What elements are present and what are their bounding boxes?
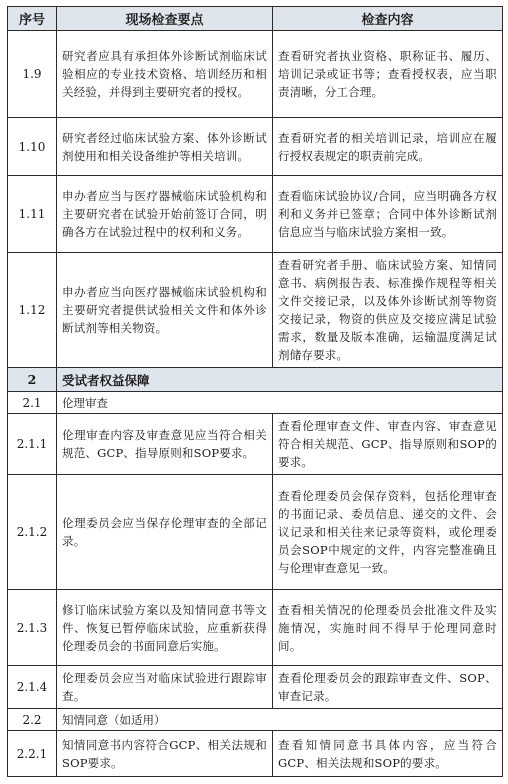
inspection-content-cell: 查看相关情况的伦理委员会批准文件及实施情况，实施时间不得早于伦理同意时间。 xyxy=(273,590,503,666)
inspection-point-cell: 研究者经过临床试验方案、体外诊断试剂使用和相关设备维护等相关培训。 xyxy=(57,118,273,176)
inspection-content-cell: 查看伦理委员会保存资料，包括伦理审查的书面记录、委员信息、递交的文件、会议记录和相关往来记录等资料，或伦理委员会SOP中规定的文件，内容完整准确且与伦理审查意见一致。 xyxy=(273,475,503,590)
inspection-point-cell: 伦理委员会应当保存伦理审查的全部记录。 xyxy=(57,475,273,590)
row-number: 2.1 xyxy=(8,392,57,414)
subsection-title: 伦理审查 xyxy=(57,392,503,414)
row-number: 2.1.3 xyxy=(8,590,57,666)
table-row xyxy=(8,666,503,709)
inspection-point-cell: 伦理委员会应当对临床试验进行跟踪审查。 xyxy=(57,666,273,709)
header-serial-number: 序号 xyxy=(8,7,57,31)
inspection-content-cell: 查看研究者手册、临床试验方案、知情同意书、病例报告表、标准操作规程等相关文件交接记录，以及体外诊断试剂等物资交接记录，物资的供应及交接应满足试验需求，数量及版本准确，运输温度满足试剂储存要求。 xyxy=(273,253,503,368)
row-number: 2 xyxy=(8,368,57,392)
row-number: 1.12 xyxy=(8,253,57,368)
inspection-point-cell: 申办者应当与医疗器械临床试验机构和主要研究者在试验开始前签订合同，明确各方在试验过程中的权利和义务。 xyxy=(57,176,273,253)
header-inspection-content: 检查内容 xyxy=(273,7,503,31)
inspection-point-cell: 知情同意书内容符合GCP、相关法规和SOP要求。 xyxy=(57,731,273,777)
table-row xyxy=(8,414,503,475)
inspection-content-cell: 查看知情同意书具体内容，应当符合GCP、相关法规和SOP的要求。 xyxy=(273,731,503,777)
inspection-point-cell: 研究者应具有承担体外诊断试剂临床试验相应的专业技术资格、培训经历和相关经验，并得到主要研究者的授权。 xyxy=(57,31,273,118)
inspection-point-cell: 修订临床试验方案以及知情同意书等文件、恢复已暂停临床试验，应重新获得伦理委员会的书面同意后实施。 xyxy=(57,590,273,666)
table-row xyxy=(8,118,503,176)
inspection-content-cell: 查看伦理委员会的跟踪审查文件、SOP、审查记录。 xyxy=(273,666,503,709)
row-number: 2.1.1 xyxy=(8,414,57,475)
header-inspection-point: 现场检查要点 xyxy=(57,7,273,31)
row-number: 1.9 xyxy=(8,31,57,118)
row-number: 2.1.2 xyxy=(8,475,57,590)
table-row xyxy=(8,590,503,666)
inspection-content-cell: 查看研究者的相关培训记录，培训应在履行授权表规定的职责前完成。 xyxy=(273,118,503,176)
row-number: 1.11 xyxy=(8,176,57,253)
inspection-content-cell: 查看研究者执业资格、职称证书、履历、培训记录或证书等；查看授权表，应当职责清晰，分工合理。 xyxy=(273,31,503,118)
inspection-point-cell: 申办者应当向医疗器械临床试验机构和主要研究者提供试验相关文件和体外诊断试剂等相关物资。 xyxy=(57,253,273,368)
inspection-point-cell: 伦理审查内容及审查意见应当符合相关规范、GCP、指导原则和SOP要求。 xyxy=(57,414,273,475)
table-row xyxy=(8,731,503,777)
subsection-title: 知情同意（如适用） xyxy=(57,709,503,731)
table-row xyxy=(8,176,503,253)
inspection-content-cell: 查看临床试验协议/合同，应当明确各方权利和义务并已签章；合同中体外诊断试剂信息应当与临床试验方案相一致。 xyxy=(273,176,503,253)
inspection-content-cell: 查看伦理审查文件、审查内容、审查意见符合相关规范、GCP、指导原则和SOP的要求。 xyxy=(273,414,503,475)
subsection-row xyxy=(8,392,503,414)
row-number: 2.2 xyxy=(8,709,57,731)
table-header-row xyxy=(8,7,503,31)
section-title: 受试者权益保障 xyxy=(57,368,503,392)
table-row xyxy=(8,31,503,118)
row-number: 2.1.4 xyxy=(8,666,57,709)
table-row xyxy=(8,475,503,590)
table-body xyxy=(8,31,503,777)
row-number: 2.2.1 xyxy=(8,731,57,777)
row-number: 1.10 xyxy=(8,118,57,176)
section-row xyxy=(8,368,503,392)
subsection-row xyxy=(8,709,503,731)
inspection-table xyxy=(7,6,503,777)
table-row xyxy=(8,253,503,368)
